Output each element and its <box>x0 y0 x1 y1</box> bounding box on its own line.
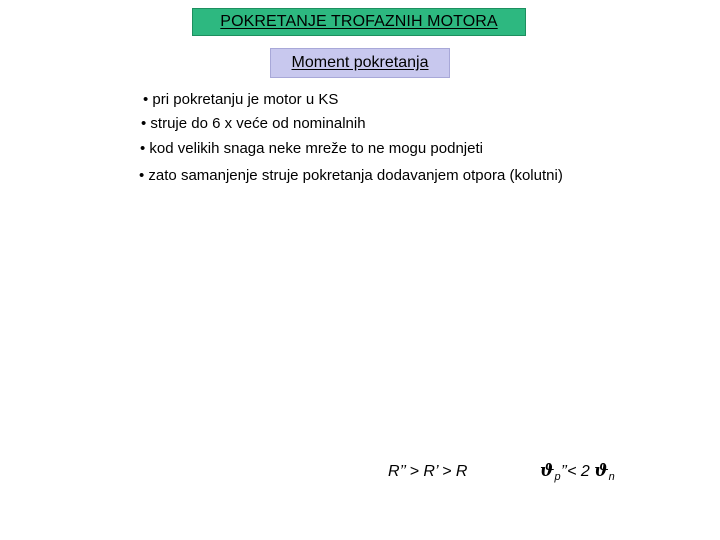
bullet-item: • zato samanjenje struje pokretanja dodavanjem otpora (kolutni) <box>139 167 563 184</box>
torque-formula <box>540 460 615 488</box>
subtitle-banner <box>270 48 450 78</box>
diagram-placeholder <box>130 200 650 450</box>
bullet-item: • kod velikih snaga neke mreže to ne mogu podnjeti <box>140 140 483 157</box>
slide-title: POKRETANJE TROFAZNIH MOTORA <box>220 13 498 30</box>
bullet-item: • pri pokretanju je motor u KS <box>143 91 339 108</box>
theta-subscript-p: p <box>554 471 561 483</box>
slide-subtitle: Moment pokretanja <box>291 54 429 71</box>
theta-subscript-n: n <box>608 471 615 483</box>
resistance-relation: R’’ > R’ > R <box>388 463 468 480</box>
theta-symbol: ϑ <box>594 461 609 481</box>
title-banner <box>192 8 526 36</box>
bullet-item: • struje do 6 x veće od nominalnih <box>141 115 366 132</box>
formula-middle: ’’< 2 <box>560 463 595 480</box>
theta-symbol: ϑ <box>540 461 555 481</box>
